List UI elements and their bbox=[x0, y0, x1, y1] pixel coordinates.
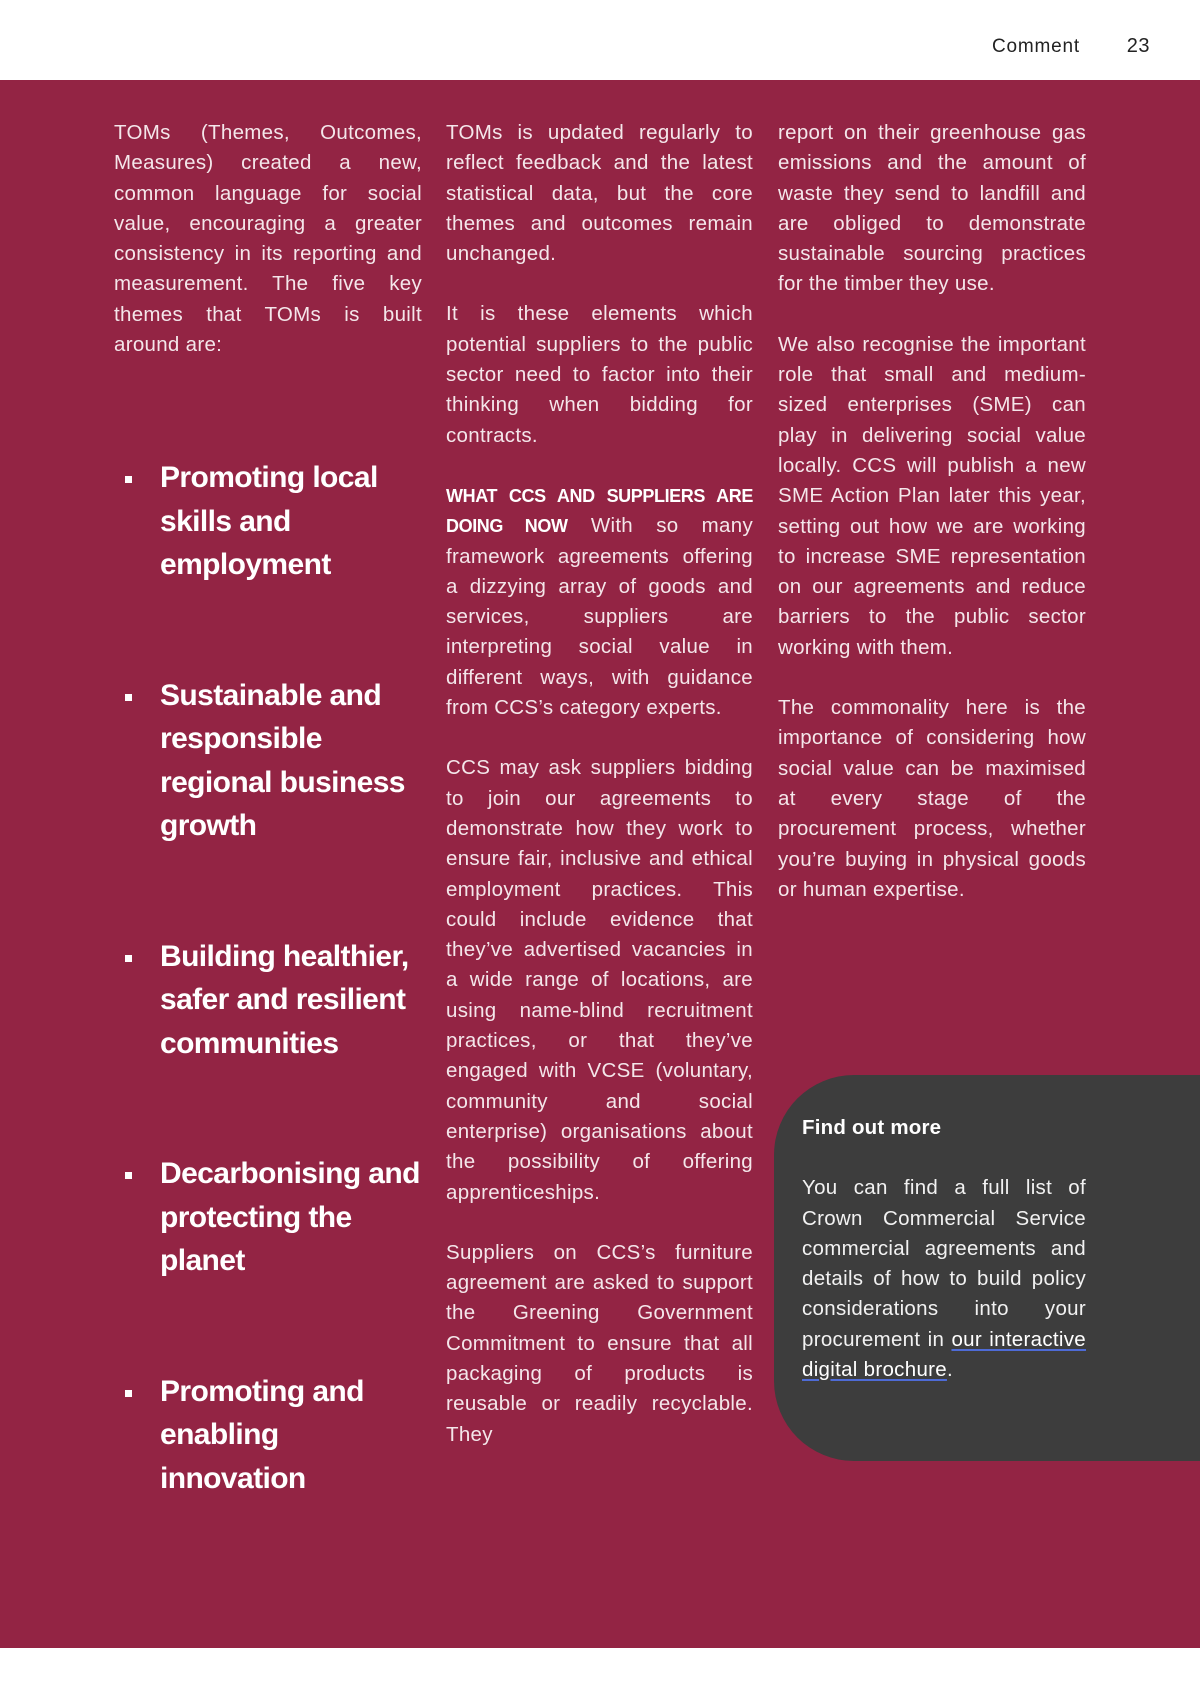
bullet-icon bbox=[125, 1390, 132, 1397]
body-paragraph: It is these elements which potential suppliers to the public sector need to factor into their thinking when bidding for contracts. bbox=[446, 302, 753, 447]
theme-item bbox=[114, 674, 422, 848]
find-out-more-box bbox=[774, 1075, 1200, 1461]
content-panel bbox=[0, 80, 1200, 1648]
intro-paragraph: TOMs (Themes, Outcomes, Measures) created a new, common language for social value, encouraging a greater consistency in its reporting and measurement. The five key themes that TOMs is built around are: bbox=[114, 121, 422, 357]
theme-label: Decarbonising and protecting the planet bbox=[160, 1157, 420, 1278]
column-1 bbox=[114, 118, 422, 1587]
section-subheading: WHAT CCS AND SUPPLIERS ARE DOING NOW bbox=[446, 485, 753, 537]
theme-item bbox=[114, 456, 422, 587]
body-paragraph: CCS may ask suppliers bidding to join our agreements to demonstrate how they work to ensure fair, inclusive and ethical employment practices. This could include evidence that they’ve advertised vacancies in a wide range of locations, are using name-blind recruitment practices, or that they’ve engaged with VCSE (voluntary, community and social enterprise) organisations about the possibility of offering apprenticeships. bbox=[446, 756, 753, 1204]
body-paragraph: report on their greenhouse gas emissions and the amount of waste they send to landfill and are obliged to demonstrate sustainable sourcing practices for the timber they use. bbox=[778, 121, 1086, 296]
callout-content bbox=[802, 1113, 1086, 1385]
column-2 bbox=[446, 118, 753, 1480]
theme-label: Promoting local skills and employment bbox=[160, 461, 378, 582]
callout-paragraph bbox=[802, 1173, 1086, 1385]
theme-label: Promoting and enabling innovation bbox=[160, 1374, 364, 1495]
callout-body: You can find a full list of Crown Commercial Service commercial agreements and details of how to build policy considerations into your procurement in bbox=[802, 1176, 1086, 1351]
theme-label: Building healthier, safer and resilient communities bbox=[160, 939, 409, 1060]
body-paragraph: We also recognise the important role that small and medium-sized enterprises (SME) can play in delivering social value locally. CCS will publish a new SME Action Plan later this year, setting out how we are working to increase SME representation on our agreements and reduce barriers to the public sector working with them. bbox=[778, 332, 1086, 659]
body-paragraph: TOMs is updated regularly to reflect feedback and the latest statistical data, but the core themes and outcomes remain unchanged. bbox=[446, 121, 753, 266]
theme-item bbox=[114, 1152, 422, 1283]
body-paragraph: Suppliers on CCS’s furniture agreement are asked to support the Greening Government Commitment to ensure that all packaging of products is reusable or readily recyclable. They bbox=[446, 1240, 753, 1446]
theme-item bbox=[114, 935, 422, 1066]
body-paragraph: The commonality here is the importance of considering how social value can be maximised at every stage of the procurement process, whether you’re buying in physical goods or human expertise. bbox=[778, 696, 1086, 901]
bullet-icon bbox=[125, 476, 132, 483]
callout-title: Find out more bbox=[802, 1116, 942, 1139]
themes-list bbox=[114, 456, 422, 1500]
brochure-link[interactable]: our interactive digital brochure bbox=[802, 1327, 1086, 1382]
body-paragraph bbox=[446, 481, 753, 723]
bullet-icon bbox=[125, 694, 132, 701]
section-label: Comment bbox=[992, 36, 1080, 57]
page-number: 23 bbox=[1126, 35, 1150, 57]
column-3 bbox=[778, 118, 1086, 935]
callout-end: . bbox=[946, 1358, 953, 1382]
page-header bbox=[0, 0, 1200, 80]
theme-label: Sustainable and responsible regional business growth bbox=[160, 678, 405, 843]
theme-item bbox=[114, 1370, 422, 1501]
bullet-icon bbox=[125, 1172, 132, 1179]
bullet-icon bbox=[125, 955, 132, 962]
paragraph-text: With so many framework agreements offering a dizzying array of goods and services, suppliers are interpreting social value in different ways, with guidance from CCS’s category experts. bbox=[446, 514, 753, 720]
